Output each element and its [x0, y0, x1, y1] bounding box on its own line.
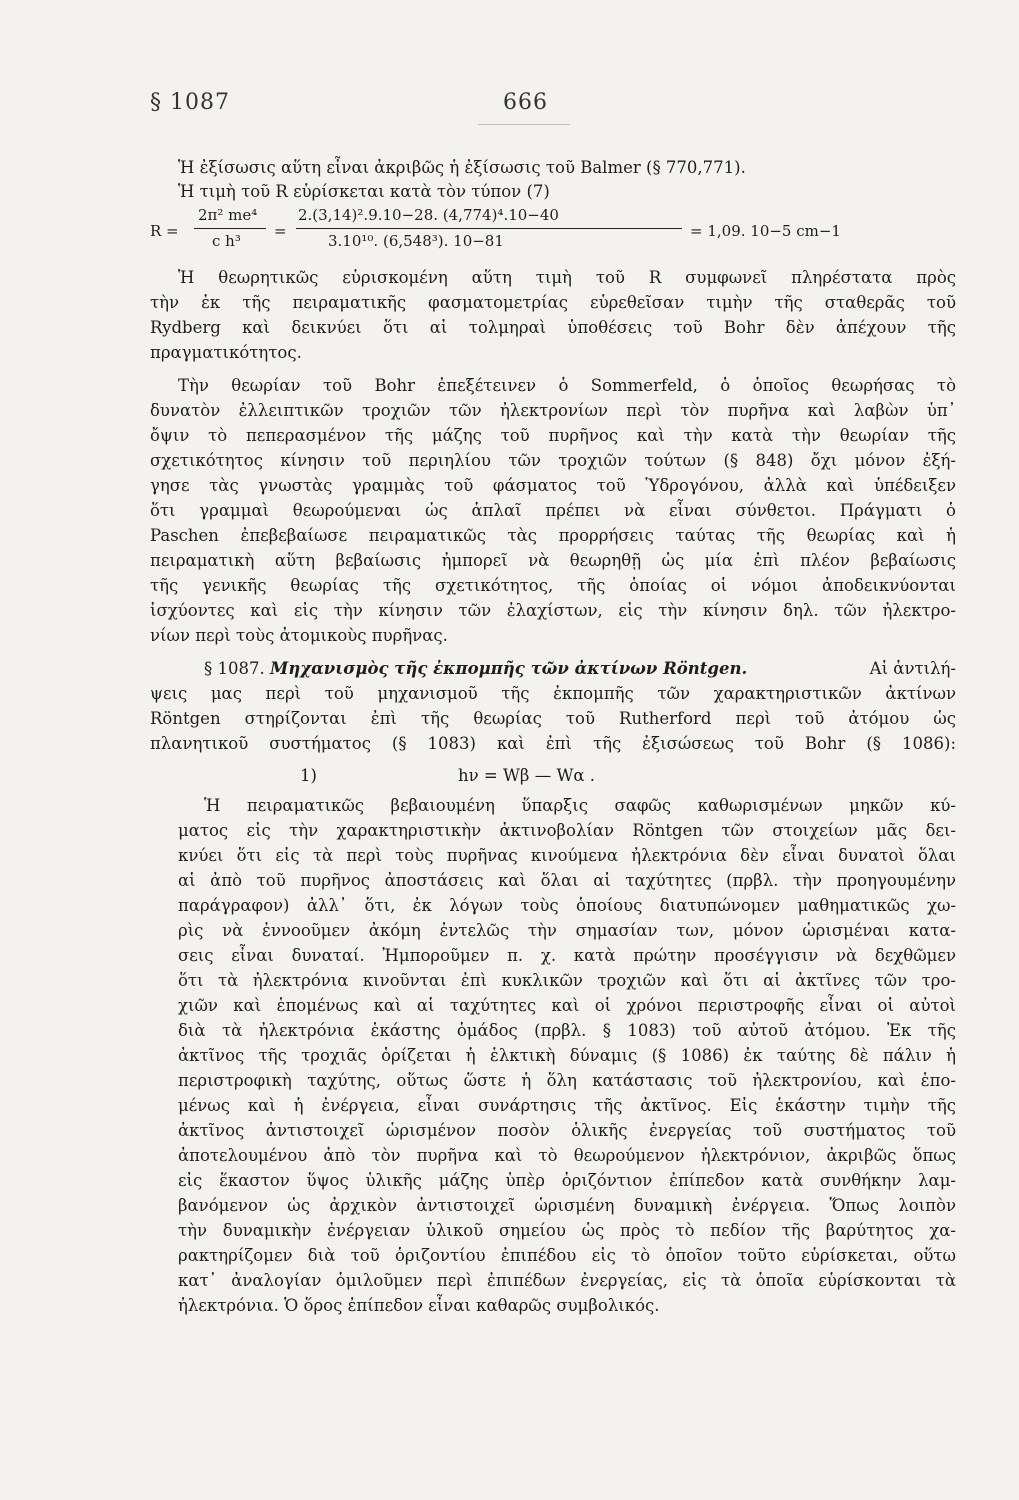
formula-lhs: R = — [150, 222, 179, 240]
formula-denominator-2: 3.10¹⁰. (6,548³). 10−81 — [328, 232, 504, 250]
paragraph3-line: Ἡ πειραματικῶς βεβαιουμένη ὕπαρξις σαφῶς καθωρισμένων μηκῶν κύ- — [204, 796, 956, 815]
paragraph3-line: ρακτηρίζομεν διὰ τοῦ ὁριζοντίου ἐπιπέδου εἰς τὸ ὁποῖον τοῦτο εὑρίσκεται, οὕτω — [178, 1246, 956, 1265]
paragraph2-line: γησε τὰς γνωστὰς γραμμὰς τοῦ φάσματος τοῦ Ὑδρογόνου, ἀλλὰ καὶ ὑπέδειξεν — [150, 476, 956, 495]
paragraph2-line: ὅτι γραμμαὶ θεωρούμεναι ὡς ἁπλαῖ πρέπει νὰ εἶναι σύνθετοι. Πράγματι ὁ — [150, 501, 956, 520]
paragraph3-line: κνύει ὅτι εἰς τὰ περὶ τοὺς πυρῆνας κινούμενα ἠλεκτρόνια δὲν εἶναι δυνατοὶ ὅλαι — [178, 846, 956, 865]
paragraph3-line: περιστροφικὴ ταχύτης, οὕτως ὥστε ἡ ὅλη κατάστασις τοῦ ἠλεκτρονίου, καὶ ἑπο- — [178, 1071, 956, 1090]
paragraph2-line: πειραματικὴ αὕτη βεβαίωσις ἠμπορεῖ νὰ θεωρηθῇ ὡς μία ἐπὶ πλέον βεβαίωσις — [150, 551, 956, 570]
formula-numerator-1: 2π² me⁴ — [198, 206, 258, 224]
paragraph1-line: πραγματικότητος. — [150, 343, 302, 362]
paragraph1-line: Ἡ θεωρητικῶς εὑρισκομένη αὕτη τιμὴ τοῦ R συμφωνεῖ πληρέστατα πρὸς — [178, 268, 956, 287]
section-number: § 1087. — [204, 659, 265, 678]
equation-label: 1) — [300, 766, 317, 785]
paragraph2-line: ὄψιν τὸ πεπερασμένον τῆς μάζης τοῦ πυρῆνος καὶ τὴν κατὰ τὴν θεωρίαν τῆς — [150, 426, 956, 445]
formula-result: = 1,09. 10−5 cm−1 — [690, 222, 841, 240]
paragraph2-line: τῆς γενικῆς θεωρίας τῆς σχετικότητος, τῆς ὁποίας οἱ νόμοι ἀποδεικνύονται — [150, 576, 956, 595]
paragraph3-line: διὰ τὰ ἠλεκτρόνια ἑκάστης ὁμάδος (πρβλ. § 1083) τοῦ αὐτοῦ ἀτόμου. Ἐκ τῆς — [178, 1021, 956, 1040]
paragraph3-line: τὴν δυναμικὴν ἐνέργειαν ὑλικοῦ σημείου ὡς πρὸς τὸ πεδίον τῆς βαρύτητος χα- — [178, 1221, 956, 1240]
section-text-start: Αἱ ἀντιλή- — [869, 659, 956, 678]
paragraph2-line: σχετικότητος κίνησιν τοῦ περιηλίου τῶν τροχιῶν τούτων (§ 848) ὄχι μόνον ἐξή- — [150, 451, 956, 470]
formula-equals: = — [274, 222, 287, 240]
equation-body: hν = Wβ — Wα . — [458, 766, 596, 785]
paragraph2-line: δυνατὸν ἐλλειπτικῶν τροχιῶν τῶν ἠλεκτρονίων περὶ τὸν πυρῆνα καὶ λαβὼν ὑπ᾽ — [150, 401, 956, 420]
page-header — [150, 90, 910, 124]
paragraph3-line: ἀκτῖνος ἀντιστοιχεῖ ὡρισμένον ποσὸν ὁλικῆς ἐνεργείας τοῦ συστήματος τοῦ — [178, 1121, 956, 1140]
paragraph3-line: παράγραφον) ἀλλ᾽ ὅτι, ἐκ λόγων τοὺς ὁποίους διατυπώνομεν μαθηματικῶς χω- — [178, 896, 956, 915]
paragraph3-line: ἀκτῖνος τῆς τροχιᾶς ὁρίζεται ἡ ἑλκτικὴ δύναμις (§ 1086) ἐκ ταύτης δὲ πάλιν ἡ — [178, 1046, 956, 1065]
paragraph3-line: χιῶν καὶ ἑπομένως καὶ αἱ ταχύτητες καὶ οἱ χρόνοι περιστροφῆς εἶναι οἱ αὐτοὶ — [178, 996, 956, 1015]
section-title: Μηχανισμὸς τῆς ἐκπομπῆς τῶν ἀκτίνων Röntgen. — [269, 659, 748, 678]
page-number: 666 — [503, 90, 548, 115]
formula-denominator-1: c h³ — [212, 232, 241, 250]
section-reference: § 1087 — [150, 90, 230, 115]
paragraph3-line: ὅτι τὰ ἠλεκτρόνια κινοῦνται ἐπὶ κυκλικῶν τροχιῶν καὶ ὅτι αἱ ἀκτῖνες τῶν τρο- — [178, 971, 956, 990]
paragraph2-line: Paschen ἐπεβεβαίωσε πειραματικῶς τὰς προρρήσεις ταύτας τῆς θεωρίας καὶ ἡ — [150, 526, 956, 545]
fraction-bar-2 — [296, 228, 682, 229]
paragraph2-line: νίων περὶ τοὺς ἀτομικοὺς πυρῆνας. — [150, 626, 448, 645]
formula-numerator-2: 2.(3,14)².9.10−28. (4,774)⁴.10−40 — [298, 206, 559, 224]
paragraph3-line: σεις εἶναι δυναταί. Ἠμποροῦμεν π. χ. κατὰ πρώτην προσέγγισιν νὰ δεχθῶμεν — [178, 946, 956, 965]
paragraph3-line: κατ᾽ ἀναλογίαν ὁμιλοῦμεν περὶ ἐπιπέδων ἐνεργείας, εἰς τὰ ὁποῖα εὑρίσκονται τὰ — [178, 1271, 956, 1290]
paragraph1-line: τὴν ἐκ τῆς πειραματικῆς φασματομετρίας εὑρεθεῖσαν τιμὴν τῆς σταθερᾶς τοῦ — [150, 293, 956, 312]
paragraph3-line: βανόμενον ὡς ἀρχικὸν ἀντιστοιχεῖ ὡρισμένη δυναμικὴ ἐνέργεια. Ὅπως λοιπὸν — [178, 1196, 956, 1215]
paragraph3-line: ἀποτελουμένου ἀπὸ τὸν πυρῆνα καὶ τὸ θεωρούμενον ἠλεκτρόνιον, ἀκριβῶς ὅπως — [178, 1146, 956, 1165]
paragraph3-line: ἠλεκτρόνια. Ὁ ὅρος ἐπίπεδον εἶναι καθαρῶς συμβολικός. — [178, 1296, 660, 1315]
paragraph2-line: ἰσχύοντες καὶ εἰς τὴν κίνησιν τῶν ἐλαχίστων, εἰς τὴν κίνησιν δηλ. τῶν ἠλεκτρο- — [150, 601, 956, 620]
paragraph3-line: αἱ ἀπὸ τοῦ πυρῆνος ἀποστάσεις καὶ ὅλαι αἱ ταχύτητες (πρβλ. τὴν προηγουμένην — [178, 871, 956, 890]
paragraph1-line: Rydberg καὶ δεικνύει ὅτι αἱ τολμηραὶ ὑποθέσεις τοῦ Bohr δὲν ἀπέχουν τῆς — [150, 318, 956, 337]
section-line: πλανητικοῦ συστήματος (§ 1083) καὶ ἐπὶ τῆς ἐξισώσεως τοῦ Bohr (§ 1086): — [150, 734, 956, 753]
header-rule — [478, 124, 570, 125]
section-heading-line — [204, 657, 956, 681]
paragraph2-line: Τὴν θεωρίαν τοῦ Bohr ἐπεξέτεινεν ὁ Sommerfeld, ὁ ὁποῖος θεωρήσας τὸ — [178, 376, 956, 395]
paragraph3-line: ρὶς νὰ ἐννοοῦμεν ἀκόμη ἐντελῶς τὴν σημασίαν των, μόνον ὡρισμέναι κατα- — [178, 921, 956, 940]
fraction-bar-1 — [194, 228, 266, 229]
paragraph3-line: μένως καὶ ἡ ἐνέργεια, εἶναι συνάρτησις τῆς ἀκτῖνος. Εἰς ἑκάστην τιμὴν τῆς — [178, 1096, 956, 1115]
section-line: Röntgen στηρίζονται ἐπὶ τῆς θεωρίας τοῦ Rutherford περὶ τοῦ ἀτόμου ὡς — [150, 709, 956, 728]
section-line: ψεις μας περὶ τοῦ μηχανισμοῦ τῆς ἐκπομπῆς τῶν χαρακτηριστικῶν ἀκτίνων — [150, 684, 956, 703]
intro-line-1: Ἡ ἐξίσωσις αὕτη εἶναι ἀκριβῶς ἡ ἐξίσωσις τοῦ Balmer (§ 770,771). — [178, 158, 746, 177]
paragraph3-line: εἰς ἕκαστον ὕψος ὑλικῆς μάζης ὑπὲρ ὁριζόντιον ἐπίπεδον κατὰ συνθήκην λαμ- — [178, 1171, 956, 1190]
paragraph3-line: ματος εἰς τὴν χαρακτηριστικὴν ἀκτινοβολίαν Röntgen τῶν στοιχείων μᾶς δει- — [178, 821, 956, 840]
intro-line-2: Ἡ τιμὴ τοῦ R εὑρίσκεται κατὰ τὸν τύπον (7) — [178, 182, 550, 201]
